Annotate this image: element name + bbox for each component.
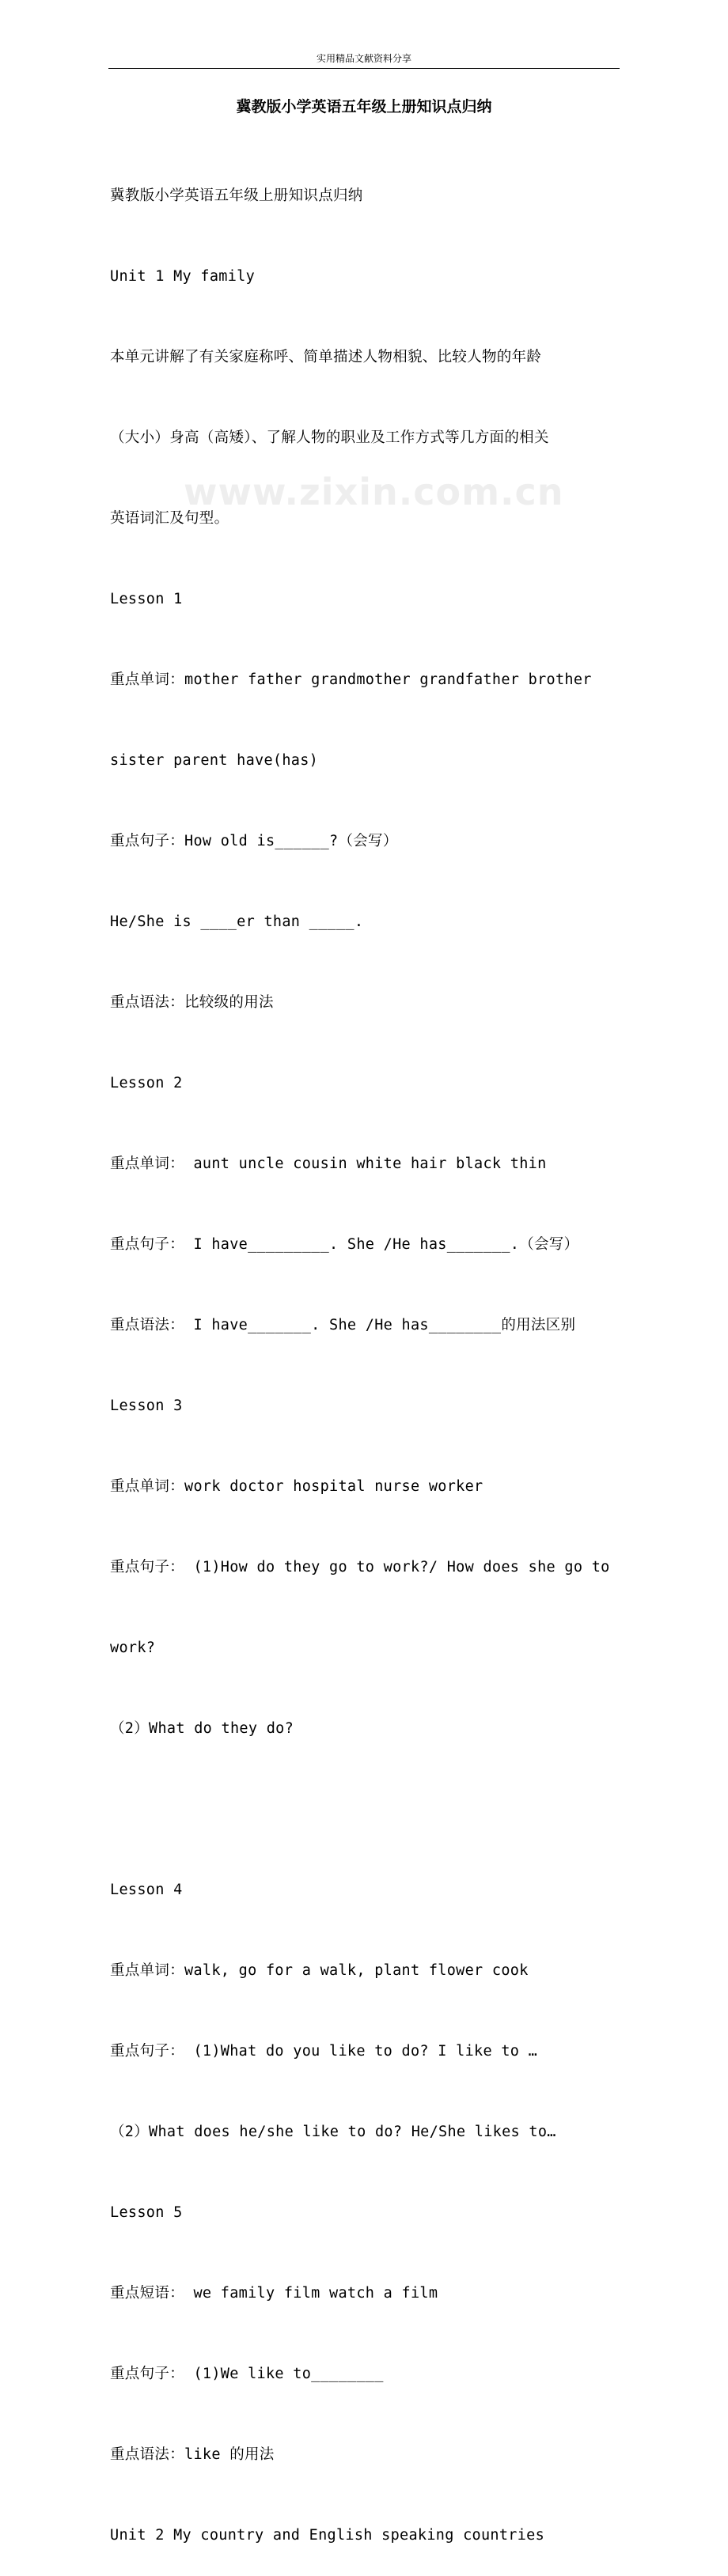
lesson-heading: Lesson 3 — [110, 1398, 183, 1414]
body-line: 重点语法：比较级的用法 — [110, 994, 274, 1011]
body-line: （2）What do they do? — [110, 1720, 294, 1737]
body-line: 本单元讲解了有关家庭称呼、简单描述人物相貌、比较人物的年龄 — [110, 349, 542, 365]
lesson-heading: Lesson 5 — [110, 2204, 183, 2221]
body-line: 重点短语： we family film watch a film — [110, 2285, 438, 2302]
body-line: 重点句子： (1)How do they go to work?/ How does she go to — [110, 1559, 610, 1575]
body-line: He/She is ____er than _____. — [110, 914, 364, 930]
body-line: 重点语法： I have_______. She /He has________的用法区别 — [110, 1317, 576, 1333]
page-header-text: 实用精品文献资料分享 — [316, 53, 411, 64]
watermark: www.zixin.com.cn — [184, 471, 564, 513]
document-body — [110, 129, 624, 2576]
lesson-heading: Lesson 4 — [110, 1882, 183, 1898]
body-line: （大小）身高（高矮）、了解人物的职业及工作方式等几方面的相关 — [110, 429, 549, 446]
body-line: 英语词汇及句型。 — [110, 510, 229, 527]
lesson-heading: Lesson 1 — [110, 591, 183, 607]
body-line: 重点单词： aunt uncle cousin white hair black thin — [110, 1156, 547, 1172]
unit-heading: Unit 2 My country and English speaking countries — [110, 2527, 545, 2544]
body-line: 重点语法：like 的用法 — [110, 2446, 275, 2463]
document-title: 冀教版小学英语五年级上册知识点归纳 — [236, 98, 492, 115]
unit-heading: Unit 1 My family — [110, 268, 256, 285]
body-line: 冀教版小学英语五年级上册知识点归纳 — [110, 187, 363, 204]
body-line: sister parent have(has) — [110, 752, 319, 769]
blank-line — [110, 1796, 624, 1823]
body-line: 重点句子： (1)We like to________ — [110, 2366, 384, 2382]
body-line: 重点单词：walk, go for a walk, plant flower cook — [110, 1962, 529, 1979]
body-line: 重点句子：How old is______?（会写） — [110, 833, 398, 849]
body-line: 重点单词：mother father grandmother grandfather brother — [110, 671, 592, 688]
body-line: （2）What does he/she like to do? He/She likes to… — [110, 2124, 556, 2140]
body-line: 重点单词：work doctor hospital nurse worker — [110, 1478, 483, 1495]
body-line: 重点句子： (1)What do you like to do? I like to … — [110, 2043, 538, 2060]
lesson-heading: Lesson 2 — [110, 1075, 183, 1091]
body-line: 重点句子： I have_________. She /He has_______.（会写） — [110, 1236, 579, 1253]
body-line: work? — [110, 1640, 156, 1656]
page-header — [108, 49, 620, 69]
